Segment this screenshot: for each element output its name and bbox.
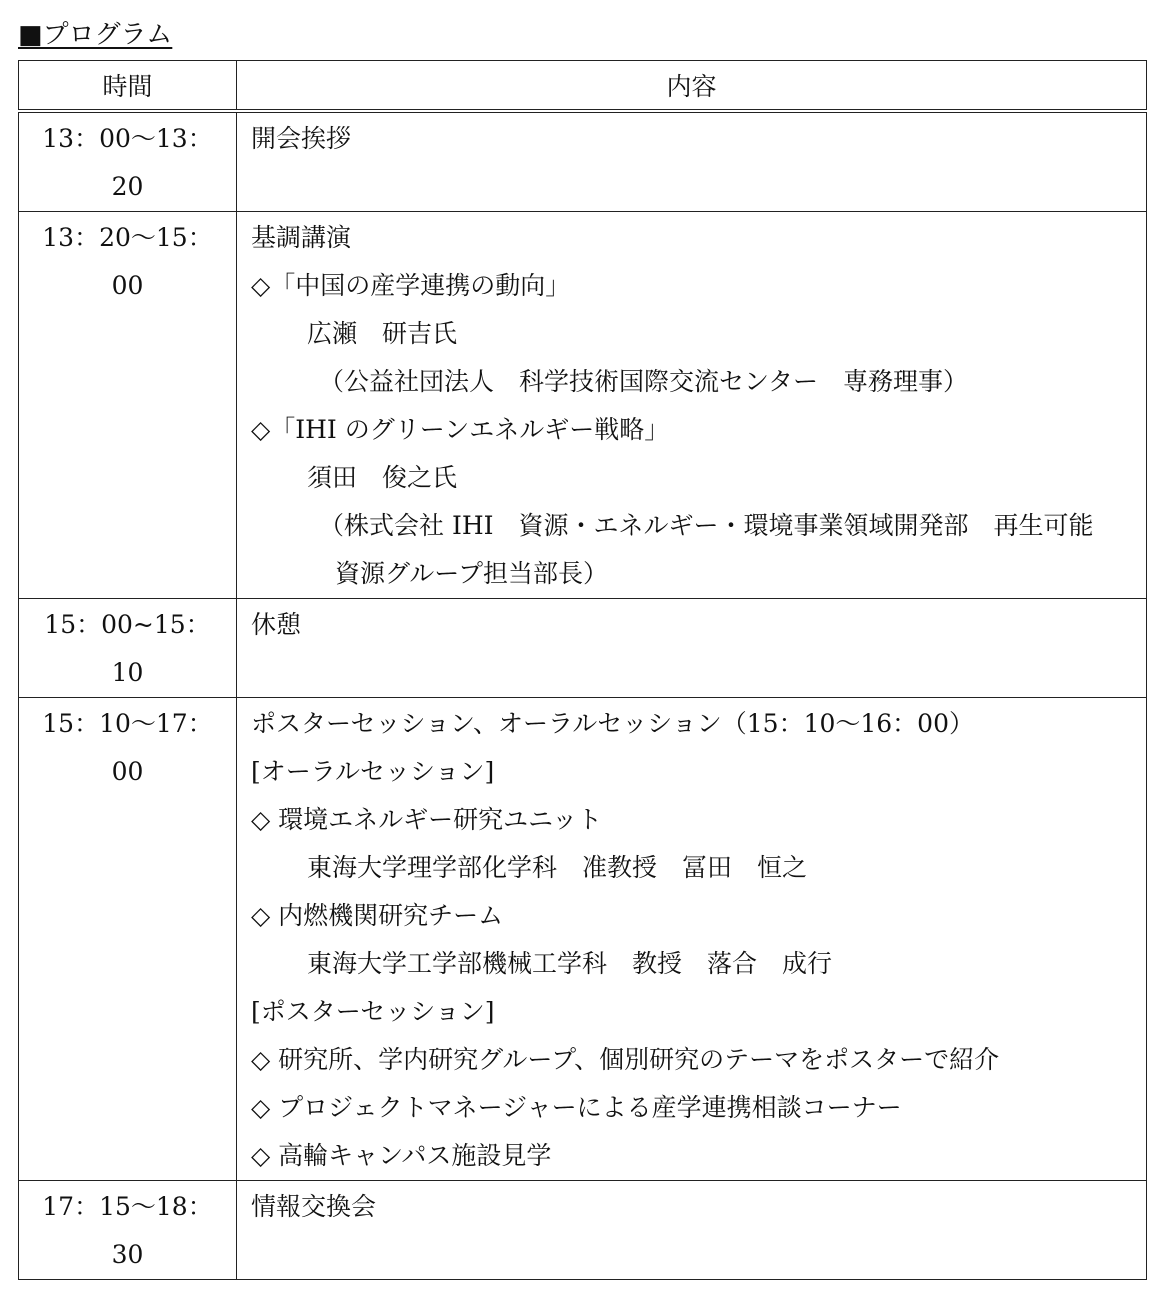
time-text: 15：00~15： xyxy=(44,610,211,639)
content-line: ◇「中国の産学連携の動向」 xyxy=(251,271,571,300)
content-cell xyxy=(237,698,1147,1181)
table-row xyxy=(19,111,1147,212)
time-cell xyxy=(19,111,237,212)
content-line: （株式会社 IHI 資源・エネルギー・環境事業領域開発部 再生可能 xyxy=(319,511,1094,540)
column-header-content: 内容 xyxy=(237,61,1147,112)
table-header-row xyxy=(19,61,1147,112)
table-row xyxy=(19,599,1147,698)
content-line: 東海大学理学部化学科 准教授 冨田 恒之 xyxy=(307,853,808,882)
content-line: 資源グループ担当部長） xyxy=(335,559,609,588)
time-cell xyxy=(19,1181,237,1280)
section-heading: ■プログラム xyxy=(18,20,173,50)
time-text: 15：10～17： xyxy=(42,709,213,738)
content-line: 情報交換会 xyxy=(251,1192,377,1221)
content-cell xyxy=(237,111,1147,212)
time-text: 13：20～15： xyxy=(42,223,213,252)
time-text: 10 xyxy=(111,658,144,687)
time-text: 13：00～13： xyxy=(42,124,213,153)
program-rows xyxy=(19,111,1147,1280)
time-cell xyxy=(19,698,237,1181)
content-line: ポスターセッション、オーラルセッション（15：10～16：00） xyxy=(251,709,974,738)
content-line: ◇ 内燃機関研究チーム xyxy=(251,901,504,930)
content-line: 須田 俊之氏 xyxy=(307,463,458,492)
content-line: [ポスターセッション] xyxy=(251,997,495,1026)
content-line: [オーラルセッション] xyxy=(251,757,495,786)
time-cell xyxy=(19,599,237,698)
content-line: 基調講演 xyxy=(251,223,352,252)
content-line: ◇ 高輪キャンパス施設見学 xyxy=(251,1141,552,1170)
time-text: 17：15～18： xyxy=(42,1192,213,1221)
content-line: 広瀬 研吉氏 xyxy=(307,319,458,348)
time-cell xyxy=(19,212,237,599)
time-text: 20 xyxy=(111,172,144,201)
content-line: ◇「IHI のグリーンエネルギー戦略」 xyxy=(251,415,670,444)
content-cell xyxy=(237,1181,1147,1280)
table-row xyxy=(19,212,1147,599)
time-text: 00 xyxy=(111,757,144,786)
content-line: ◇ 環境エネルギー研究ユニット xyxy=(251,805,603,834)
column-header-time: 時間 xyxy=(19,61,237,112)
time-text: 30 xyxy=(111,1240,144,1269)
content-cell xyxy=(237,212,1147,599)
content-line: ◇ 研究所、学内研究グループ、個別研究のテーマをポスターで紹介 xyxy=(251,1045,1000,1074)
content-line: ◇ プロジェクトマネージャーによる産学連携相談コーナー xyxy=(251,1093,902,1122)
content-line: 休憩 xyxy=(251,610,302,639)
program-table xyxy=(18,60,1147,1280)
time-text: 00 xyxy=(111,271,144,300)
table-row xyxy=(19,1181,1147,1280)
content-cell xyxy=(237,599,1147,698)
content-line: （公益社団法人 科学技術国際交流センター 専務理事） xyxy=(319,367,969,396)
table-row xyxy=(19,698,1147,1181)
content-line: 東海大学工学部機械工学科 教授 落合 成行 xyxy=(307,949,833,978)
content-line: 開会挨拶 xyxy=(251,124,352,153)
